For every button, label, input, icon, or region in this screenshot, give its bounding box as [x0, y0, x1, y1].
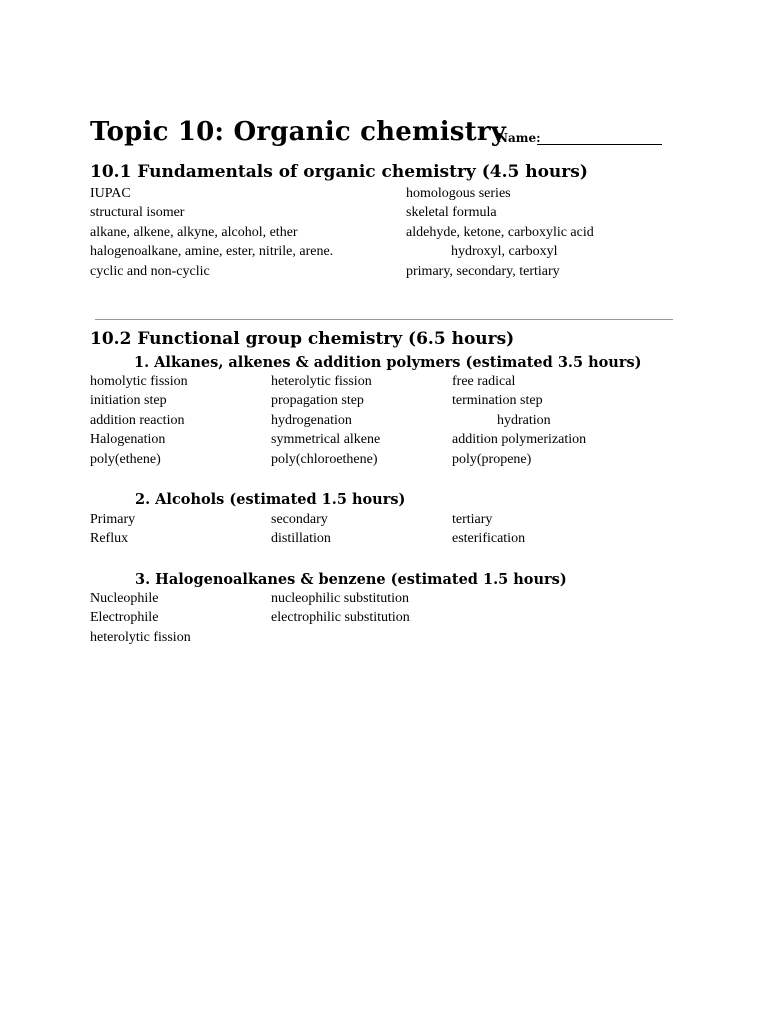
term: initiation step: [90, 393, 167, 408]
term: hydration: [497, 413, 551, 428]
term: electrophilic substitution: [271, 610, 410, 625]
term: Nucleophile: [90, 591, 159, 606]
term: alkane, alkene, alkyne, alcohol, ether: [90, 225, 298, 240]
subsection3-heading: 3. Halogenoalkanes & benzene (estimated 1.5 hours): [135, 571, 567, 588]
term: addition reaction: [90, 413, 185, 428]
term: heterolytic fission: [90, 630, 191, 645]
term: hydroxyl, carboxyl: [451, 244, 558, 259]
term: poly(chloroethene): [271, 452, 378, 467]
term: hydrogenation: [271, 413, 352, 428]
page-title: Topic 10: Organic chemistry: [90, 117, 507, 147]
term: secondary: [271, 512, 328, 527]
section-divider: [95, 319, 673, 320]
term: skeletal formula: [406, 205, 497, 220]
section1-heading: 10.1 Fundamentals of organic chemistry (4.5 hours): [90, 162, 588, 182]
term: Reflux: [90, 531, 129, 546]
term: structural isomer: [90, 205, 185, 220]
term: homologous series: [406, 186, 511, 201]
term: poly(propene): [452, 452, 532, 467]
term: addition polymerization: [452, 432, 587, 447]
term: free radical: [452, 374, 516, 389]
term: poly(ethene): [90, 452, 161, 467]
term: Electrophile: [90, 610, 159, 625]
term: Primary: [90, 512, 136, 527]
term: propagation step: [271, 393, 364, 408]
term: esterification: [452, 531, 526, 546]
name-blank-line: [537, 144, 662, 145]
term: termination step: [452, 393, 543, 408]
term: homolytic fission: [90, 374, 188, 389]
term: cyclic and non-cyclic: [90, 264, 210, 279]
term: aldehyde, ketone, carboxylic acid: [406, 225, 594, 240]
term: halogenoalkane, amine, ester, nitrile, arene.: [90, 244, 334, 259]
term: symmetrical alkene: [271, 432, 381, 447]
term: primary, secondary, tertiary: [406, 264, 560, 279]
term: distillation: [271, 531, 331, 546]
term: Halogenation: [90, 432, 166, 447]
term: heterolytic fission: [271, 374, 372, 389]
subsection2-heading: 2. Alcohols (estimated 1.5 hours): [135, 491, 406, 508]
term: tertiary: [452, 512, 493, 527]
section2-heading: 10.2 Functional group chemistry (6.5 hours): [90, 329, 515, 349]
name-label: Name:: [497, 131, 541, 145]
term: nucleophilic substitution: [271, 591, 410, 606]
subsection1-heading: 1. Alkanes, alkenes & addition polymers (estimated 3.5 hours): [134, 354, 642, 371]
term: IUPAC: [90, 186, 131, 201]
